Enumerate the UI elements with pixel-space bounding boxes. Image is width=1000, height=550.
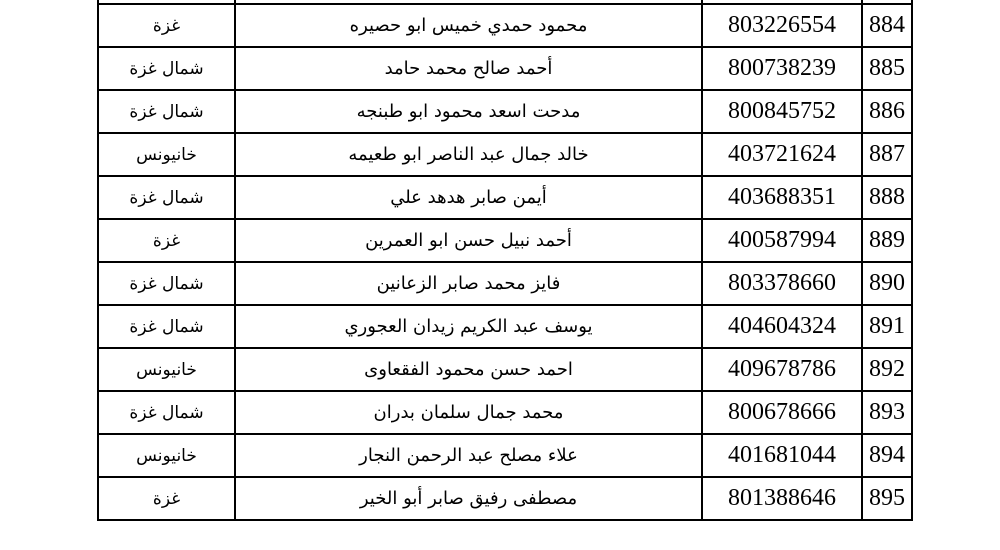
region-cell: شمال غزة xyxy=(98,391,235,434)
name-cell: محمود حمدي خميس ابو حصيره xyxy=(235,4,702,47)
table-row xyxy=(98,391,912,434)
table-row xyxy=(98,305,912,348)
id-cell: 401681044 xyxy=(702,434,862,477)
name-cell: مصطفى رفيق صابر أبو الخير xyxy=(235,477,702,520)
region-cell: شمال غزة xyxy=(98,176,235,219)
region-cell: شمال غزة xyxy=(98,262,235,305)
number-cell: 895 xyxy=(862,477,912,520)
id-cell: 800678666 xyxy=(702,391,862,434)
region-cell: خانيونس xyxy=(98,133,235,176)
number-cell: 885 xyxy=(862,47,912,90)
name-cell: أحمد صالح محمد حامد xyxy=(235,47,702,90)
roster-table-body xyxy=(98,0,912,520)
table-row xyxy=(98,176,912,219)
id-cell: 403721624 xyxy=(702,133,862,176)
roster-table xyxy=(97,0,913,521)
table-row xyxy=(98,348,912,391)
name-cell: فايز محمد صابر الزعانين xyxy=(235,262,702,305)
number-cell: 887 xyxy=(862,133,912,176)
number-cell: 886 xyxy=(862,90,912,133)
table-row xyxy=(98,434,912,477)
name-cell: مدحت اسعد محمود ابو طبنجه xyxy=(235,90,702,133)
number-cell: 888 xyxy=(862,176,912,219)
region-cell: شمال غزة xyxy=(98,305,235,348)
id-cell: 803378660 xyxy=(702,262,862,305)
region-cell: شمال غزة xyxy=(98,47,235,90)
name-cell: يوسف عبد الكريم زيدان العجوري xyxy=(235,305,702,348)
roster-sheet xyxy=(97,0,907,521)
table-row xyxy=(98,47,912,90)
name-cell: خالد جمال عبد الناصر ابو طعيمه xyxy=(235,133,702,176)
region-cell: غزة xyxy=(98,477,235,520)
id-cell: 801388646 xyxy=(702,477,862,520)
name-cell: أيمن صابر هدهد علي xyxy=(235,176,702,219)
number-cell: 889 xyxy=(862,219,912,262)
id-cell: 400587994 xyxy=(702,219,862,262)
region-cell: خانيونس xyxy=(98,434,235,477)
number-cell: 890 xyxy=(862,262,912,305)
region-cell: خانيونس xyxy=(98,348,235,391)
id-cell: 409678786 xyxy=(702,348,862,391)
table-row xyxy=(98,219,912,262)
name-cell: احمد حسن محمود الفقعاوى xyxy=(235,348,702,391)
region-cell: شمال غزة xyxy=(98,90,235,133)
name-cell: علاء مصلح عبد الرحمن النجار xyxy=(235,434,702,477)
number-cell: 891 xyxy=(862,305,912,348)
table-row xyxy=(98,4,912,47)
number-cell: 894 xyxy=(862,434,912,477)
number-cell: 893 xyxy=(862,391,912,434)
id-cell: 404604324 xyxy=(702,305,862,348)
table-row xyxy=(98,90,912,133)
id-cell: 800845752 xyxy=(702,90,862,133)
region-cell: غزة xyxy=(98,4,235,47)
table-row xyxy=(98,477,912,520)
table-row xyxy=(98,262,912,305)
id-cell: 803226554 xyxy=(702,4,862,47)
name-cell: أحمد نبيل حسن ابو العمرين xyxy=(235,219,702,262)
name-cell: محمد جمال سلمان بدران xyxy=(235,391,702,434)
number-cell: 892 xyxy=(862,348,912,391)
number-cell: 884 xyxy=(862,4,912,47)
table-row xyxy=(98,133,912,176)
id-cell: 800738239 xyxy=(702,47,862,90)
id-cell: 403688351 xyxy=(702,176,862,219)
region-cell: غزة xyxy=(98,219,235,262)
